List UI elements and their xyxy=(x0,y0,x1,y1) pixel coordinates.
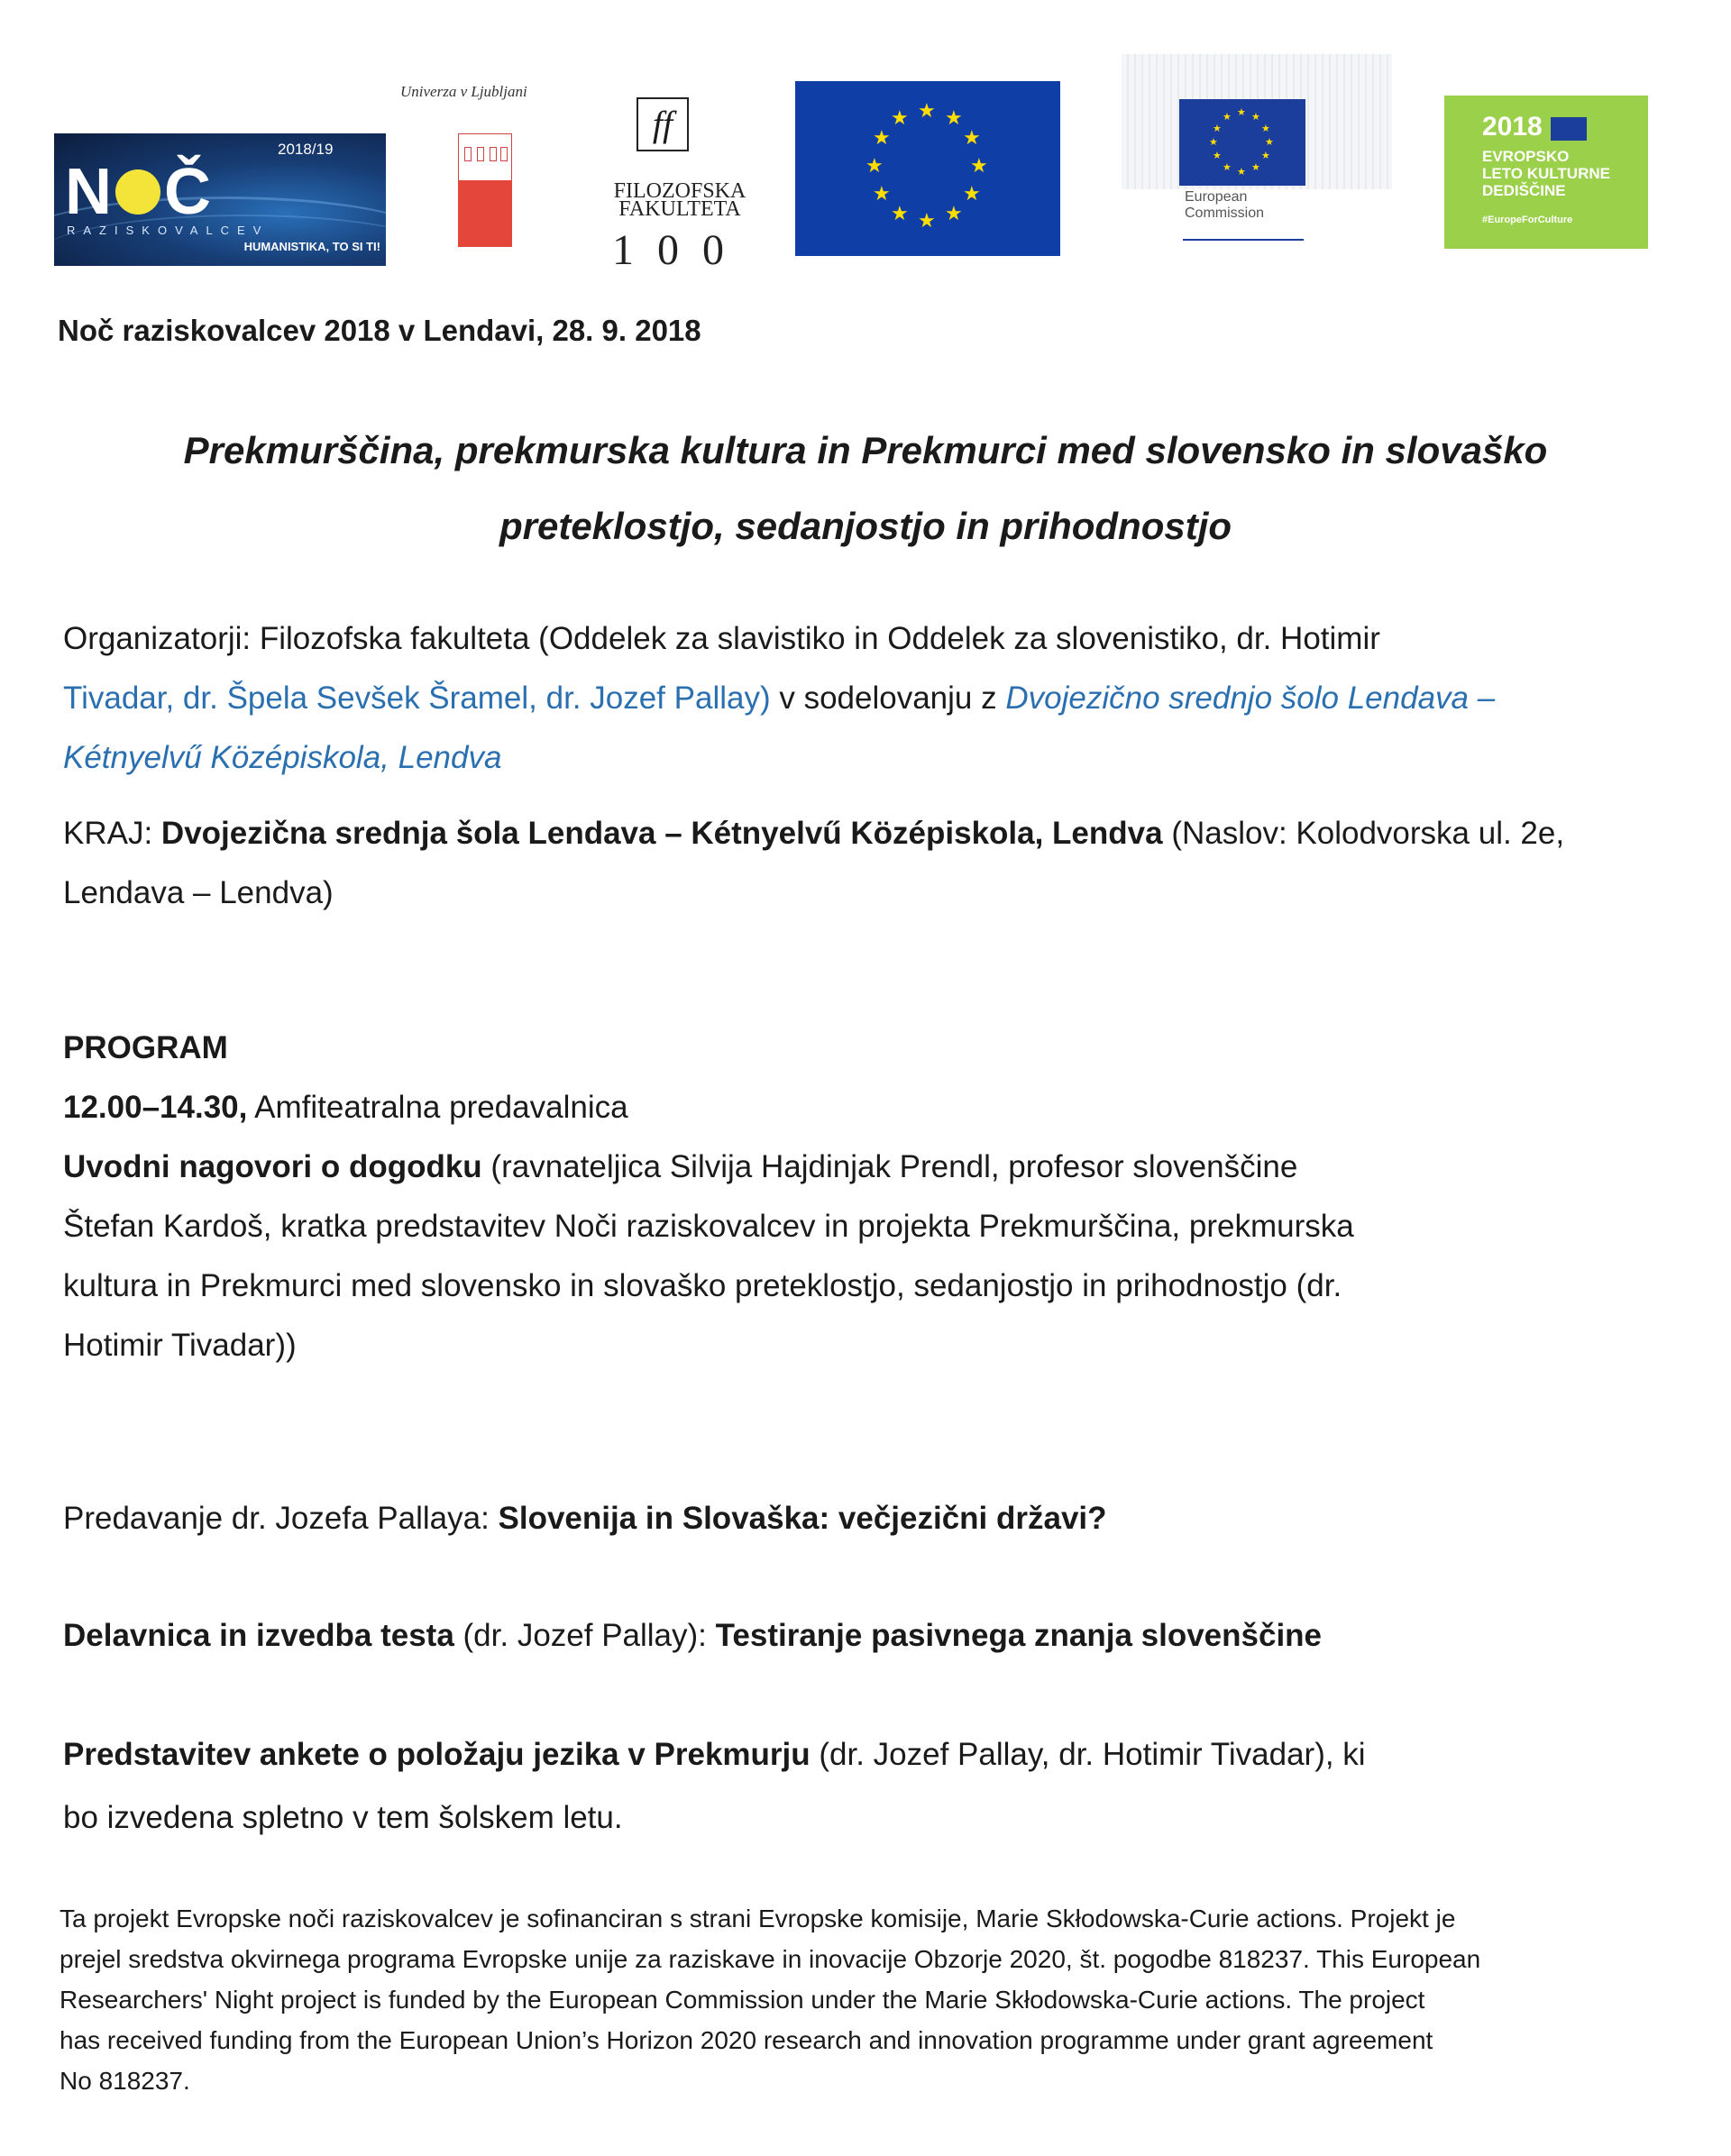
event-headline: Noč raziskovalcev 2018 v Lendavi, 28. 9. 2018 xyxy=(58,314,701,347)
intro-title: Uvodni nagovori o dogodku xyxy=(63,1149,482,1184)
noc-raziskovalcev-logo: N Č 2018/19 RAZISKOVALCEV HUMANISTIKA, TO SI TI! xyxy=(54,133,386,266)
lecture-title: Slovenija in Slovaška: večjezični državi? xyxy=(498,1501,1107,1536)
survey-title: Predstavitev ankete o položaju jezika v Prekmurju xyxy=(63,1737,811,1772)
partner-school: Dvojezično srednjo šolo Lendava – xyxy=(1005,681,1496,716)
ff-monogram: ff xyxy=(637,97,689,151)
place-paragraph: KRAJ: Dvojezična srednja šola Lendava – Kétnyelvű Középiskola, Lendva (Naslov: Kolodvorska ul. 2e, Lendava – Lendva) xyxy=(63,816,1565,910)
place-label: KRAJ: xyxy=(63,816,161,851)
lecture-item: Predavanje dr. Jozefa Pallaya: Slovenija in Slovaška: večjezični državi? xyxy=(63,1501,1107,1536)
univerza-ljubljana-name: Univerza v Ljubljani xyxy=(400,83,527,100)
workshop-test: Testiranje pasivnega znanja slovenščine xyxy=(715,1618,1323,1653)
filozofska-fakulteta-logo: ff FILOZOFSKA FAKULTETA 100 xyxy=(602,97,757,251)
noc-year: 2018/19 xyxy=(278,141,334,158)
european-year-cultural-heritage-logo: 2018 EVROPSKO LETO KULTURNE DEDIŠČINE #EuropeForCulture xyxy=(1444,96,1648,249)
program-room: Amfiteatralna predavalnica xyxy=(247,1090,628,1125)
workshop-item: Delavnica in izvedba testa (dr. Jozef Pallay): Testiranje pasivnega znanja slovenščine xyxy=(63,1618,1323,1653)
event-title: Prekmurščina, prekmurska kultura in Prekmurci med slovensko in slovaško preteklostjo, sedanjostjo in prihodnostjo xyxy=(183,429,1548,547)
eu-flag-logo: ★ ★ ★ ★ ★ ★ ★ ★ ★ ★ ★ ★ xyxy=(795,81,1060,256)
european-commission-logo: ★ ★ ★ ★ ★ ★ ★ ★ ★ ★ ★ ★ European Commission xyxy=(1122,54,1392,245)
program-heading: PROGRAM xyxy=(63,1030,228,1065)
univerza-ljubljana-logo xyxy=(458,133,512,247)
noc-slogan: HUMANISTIKA, TO SI TI! xyxy=(243,240,380,253)
eu-flag-icon xyxy=(1551,117,1587,141)
organizers-paragraph: Organizatorji: Filozofska fakulteta (Oddelek za slavistiko in Oddelek za slovenistiko, dr. Hotimir Tivadar, dr. Špela Sevšek Šramel, dr. Jozef Pallay) v sodelovanju z Dvojezično srednjo šolo Lendava – Kétnyelvű Középiskola, Lendva xyxy=(63,621,1496,775)
workshop-title: Delavnica in izvedba testa xyxy=(63,1618,454,1653)
survey-item: Predstavitev ankete o položaju jezika v Prekmurju (dr. Jozef Pallay, dr. Hotimir Tivadar), ki bo izvedena spletno v tem šolskem letu. xyxy=(63,1737,1366,1835)
moon-icon xyxy=(115,169,160,215)
program-section: PROGRAM 12.00–14.30, Amfiteatralna predavalnica Uvodni nagovori o dogodku (ravnateljica Silvija Hajdinjak Prendl, profesor slovenščine Štefan Kardoš, kratka predstavitev Noči raziskovalcev in projekta Prekmurščina, prekmurska kultura in Prekmurci med slovensko in slovaško preteklostjo, sedanjostjo in prihodnostjo (dr. Hotimir Tivadar)) xyxy=(63,1030,1354,1363)
funding-footnote: Ta projekt Evropske noči raziskovalcev je sofinanciran s strani Evropske komisije, Marie Skłodowska-Curie actions. Projekt je prejel sredstva okvirnega programa Evropske unije za raziskave in inovacije Obzorje 2020, št. pogodbe 818237. This European Researchers' Night project is funded by the European Commission under the Marie Skłodowska-Curie actions. The project has received funding from the European Union’s Horizon 2020 research and innovation programme under grant agreement No 818237. xyxy=(60,1905,1481,2095)
program-time: 12.00–14.30, xyxy=(63,1090,248,1125)
place-name: Dvojezična srednja šola Lendava – Kétnyelvű Középiskola, Lendva xyxy=(160,816,1163,851)
place-address: (Naslov: Kolodvorska ul. 2e, xyxy=(1162,816,1565,851)
organizers-names: Tivadar, dr. Špela Sevšek Šramel, dr. Jozef Pallay) xyxy=(63,681,771,716)
organizers-label: Organizatorji: xyxy=(63,621,252,656)
